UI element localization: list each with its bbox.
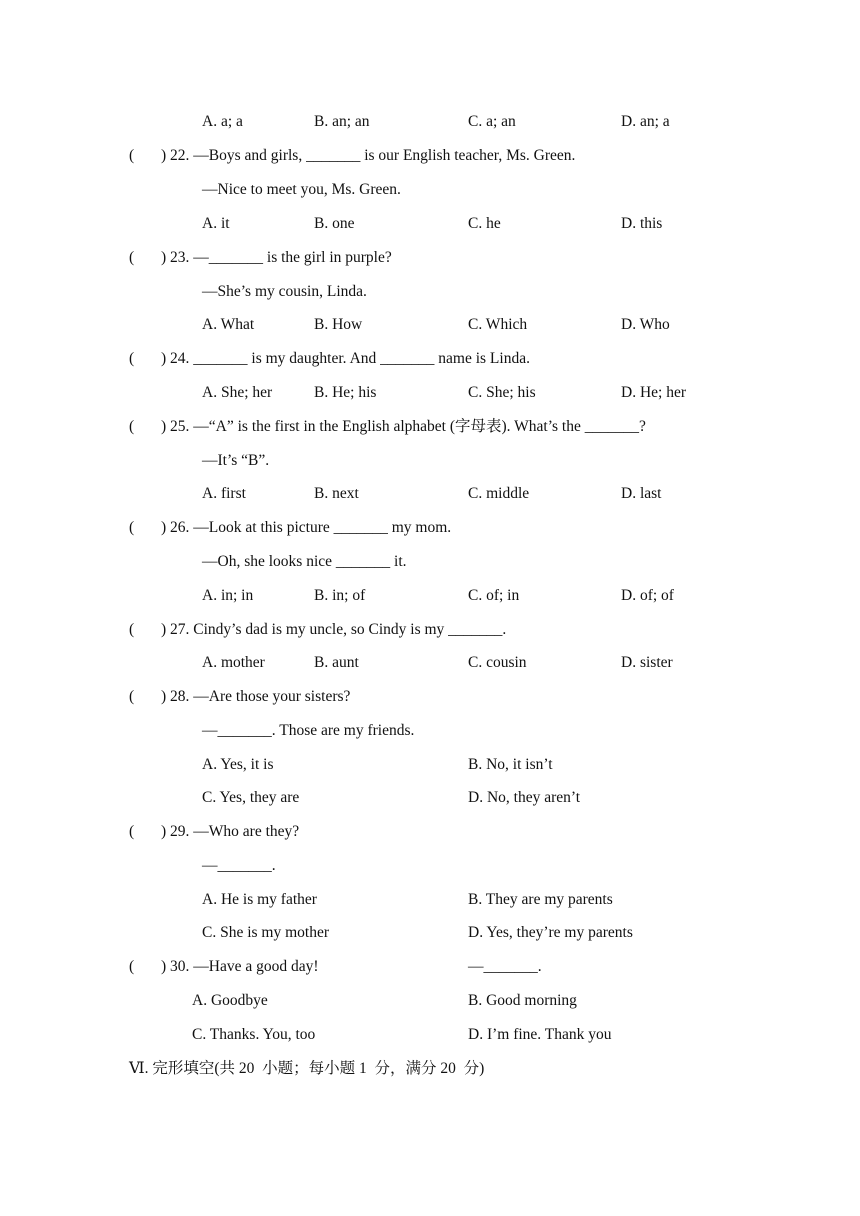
q22-stem: ) 22. —Boys and girls, _______ is our English teacher, Ms. Green. [161,147,576,164]
q21-option-b: B. an; an [314,113,370,130]
q28-option-d: D. No, they aren’t [468,789,581,806]
q26-stem: ) 26. —Look at this picture _______ my mom. [161,519,452,536]
q28-option-b: B. No, it isn’t [468,756,553,773]
answer-blank-26[interactable]: ( [129,519,135,536]
q29-option-c: C. She is my mother [202,924,330,941]
q26-option-b: B. in; of [314,587,366,604]
q29-option-b: B. They are my parents [468,891,613,908]
q26-option-d: D. of; of [621,587,674,604]
q24-option-b: B. He; his [314,384,377,401]
q28-option-a: A. Yes, it is [202,756,274,773]
answer-blank-25[interactable]: ( [129,418,135,435]
q30-option-b: B. Good morning [468,992,577,1009]
q23-option-a: A. What [202,316,255,333]
answer-blank-27[interactable]: ( [129,621,135,638]
q25-option-d: D. last [621,485,662,502]
q30-option-a: A. Goodbye [192,992,268,1009]
q23-option-b: B. How [314,316,363,333]
q27-option-b: B. aunt [314,654,359,671]
q22-reply: —Nice to meet you, Ms. Green. [202,181,401,198]
q26-option-a: A. in; in [202,587,254,604]
q25-option-c: C. middle [468,485,530,502]
q23-option-d: D. Who [621,316,670,333]
q23-reply: —She’s my cousin, Linda. [202,283,367,300]
q28-option-c: C. Yes, they are [202,789,300,806]
q26-reply: —Oh, she looks nice _______ it. [202,553,407,570]
q22-option-a: A. it [202,215,230,232]
q24-option-d: D. He; her [621,384,686,401]
q21-option-a: A. a; a [202,113,243,130]
q28-stem: ) 28. —Are those your sisters? [161,688,351,705]
answer-blank-29[interactable]: ( [129,823,135,840]
q24-stem: ) 24. _______ is my daughter. And _______ name is Linda. [161,350,530,367]
q27-option-d: D. sister [621,654,673,671]
answer-blank-30[interactable]: ( [129,958,135,975]
q29-stem: ) 29. —Who are they? [161,823,300,840]
q30-stem: ) 30. —Have a good day! [161,958,319,975]
q25-option-a: A. first [202,485,246,502]
q27-stem: ) 27. Cindy’s dad is my uncle, so Cindy is my _______. [161,621,507,638]
answer-blank-24[interactable]: ( [129,350,135,367]
q30-option-c: C. Thanks. You, too [192,1026,316,1043]
q30-option-d: D. I’m fine. Thank you [468,1026,612,1043]
q27-option-a: A. mother [202,654,265,671]
q25-option-b: B. next [314,485,359,502]
answer-blank-23[interactable]: ( [129,249,135,266]
q29-reply: —_______. [202,857,276,874]
q23-stem: ) 23. —_______ is the girl in purple? [161,249,392,266]
q25-reply: —It’s “B”. [202,452,270,469]
q28-reply: —_______. Those are my friends. [202,722,415,739]
q26-option-c: C. of; in [468,587,520,604]
q22-option-b: B. one [314,215,355,232]
q24-option-c: C. She; his [468,384,536,401]
q29-option-a: A. He is my father [202,891,317,908]
q29-option-d: D. Yes, they’re my parents [468,924,633,941]
q22-option-c: C. he [468,215,501,232]
q22-option-d: D. this [621,215,663,232]
answer-blank-22[interactable]: ( [129,147,135,164]
q23-option-c: C. Which [468,316,528,333]
section-heading: Ⅵ. 完形填空(共 20 小题；每小题 1 分，满分 20 分) [129,1060,485,1077]
answer-blank-28[interactable]: ( [129,688,135,705]
q21-option-d: D. an; a [621,113,670,130]
q21-option-c: C. a; an [468,113,516,130]
q27-option-c: C. cousin [468,654,527,671]
q25-stem: ) 25. —“A” is the first in the English alphabet (字母表). What’s the _______? [161,418,646,435]
q30-reply: —_______. [468,958,542,975]
q24-option-a: A. She; her [202,384,273,401]
